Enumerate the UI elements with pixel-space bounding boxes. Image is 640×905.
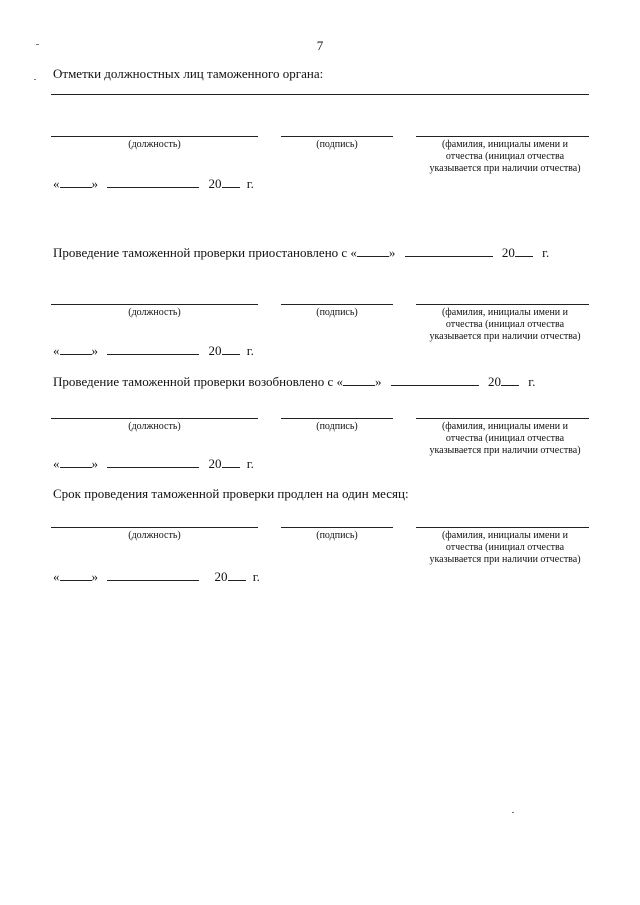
position-caption: (должность): [128, 421, 181, 432]
date-row: « » 20 г.: [53, 176, 254, 191]
year-blank: [228, 569, 246, 581]
day-blank: [60, 343, 92, 355]
position-caption: (должность): [128, 307, 181, 318]
officials-notes-line: [51, 94, 589, 95]
signature-caption: (подпись): [316, 421, 358, 432]
position-caption: (должность): [128, 530, 181, 541]
day-blank: [60, 176, 92, 188]
extension-heading: Срок проведения таможенной проверки продлен на один месяц:: [53, 486, 409, 501]
signature-line: [281, 418, 393, 419]
year-blank: [515, 245, 533, 257]
signature-caption: (подпись): [316, 139, 358, 150]
name-line: [416, 136, 589, 137]
year-blank: [501, 374, 519, 386]
date-row: « » 20 г.: [53, 569, 260, 584]
day-blank: [60, 456, 92, 468]
name-caption: (фамилия, инициалы имени и отчества (инициал отчества указывается при наличии отчества): [429, 421, 581, 456]
officials-heading: Отметки должностных лиц таможенного органа:: [53, 66, 324, 81]
scan-speck: [512, 812, 514, 813]
page-number: 7: [316, 38, 324, 53]
month-blank: [405, 245, 493, 257]
year-blank: [222, 343, 240, 355]
day-blank: [343, 374, 375, 386]
signature-line: [281, 304, 393, 305]
name-caption: (фамилия, инициалы имени и отчества (инициал отчества указывается при наличии отчества): [429, 139, 581, 174]
suspension-row: Проведение таможенной проверки приостановлено с « » 20 г.: [53, 245, 550, 260]
position-line: [51, 304, 258, 305]
name-line: [416, 527, 589, 528]
position-caption: (должность): [128, 139, 181, 150]
month-blank: [107, 569, 199, 581]
day-blank: [60, 569, 92, 581]
month-blank: [107, 456, 199, 468]
year-blank: [222, 456, 240, 468]
position-line: [51, 136, 258, 137]
position-line: [51, 418, 258, 419]
day-blank: [357, 245, 389, 257]
margin-mark: [34, 79, 36, 80]
margin-mark: [36, 44, 39, 45]
date-row: « » 20 г.: [53, 456, 254, 471]
name-caption: (фамилия, инициалы имени и отчества (инициал отчества указывается при наличии отчества): [429, 307, 581, 342]
year-blank: [222, 176, 240, 188]
name-caption: (фамилия, инициалы имени и отчества (инициал отчества указывается при наличии отчества): [429, 530, 581, 565]
signature-caption: (подпись): [316, 307, 358, 318]
name-line: [416, 304, 589, 305]
name-line: [416, 418, 589, 419]
month-blank: [107, 176, 199, 188]
signature-line: [281, 527, 393, 528]
month-blank: [391, 374, 479, 386]
position-line: [51, 527, 258, 528]
resumption-row: Проведение таможенной проверки возобновлено с « » 20 г.: [53, 374, 536, 389]
date-row: « » 20 г.: [53, 343, 254, 358]
signature-line: [281, 136, 393, 137]
month-blank: [107, 343, 199, 355]
signature-caption: (подпись): [316, 530, 358, 541]
